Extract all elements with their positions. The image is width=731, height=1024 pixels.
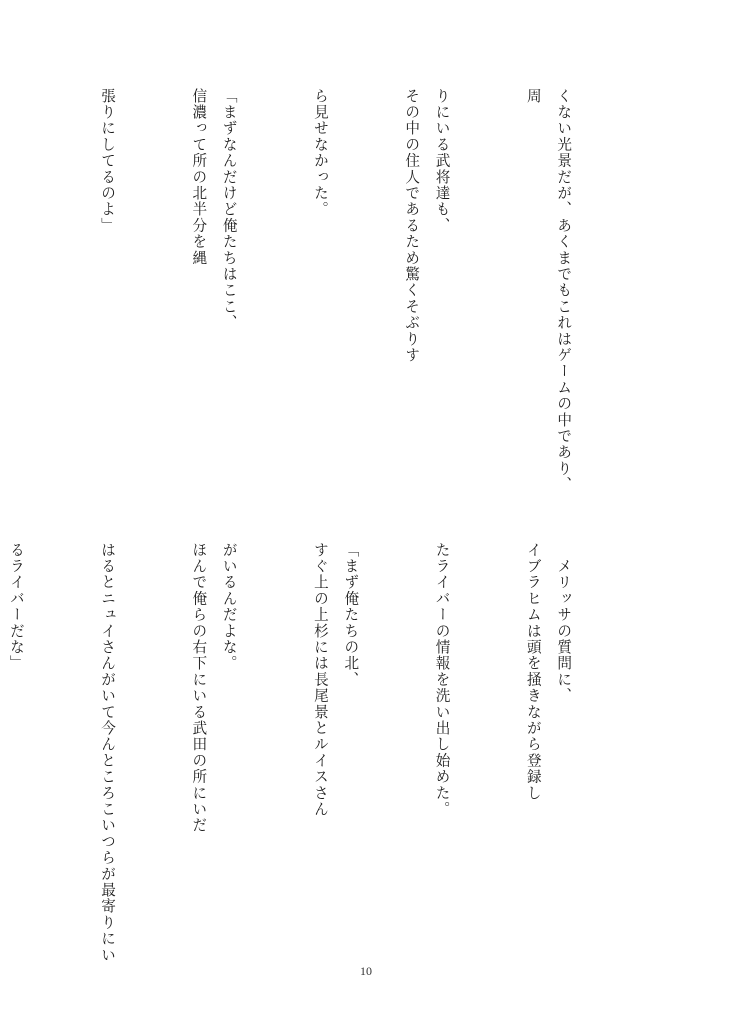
text-line: りにいる武将達も、その中の住人であるため驚くそぶりす	[403, 88, 451, 364]
text-line: がいるんだよな。ほんで俺らの右下にいる武田の所にいだ	[190, 542, 238, 834]
text-line: 「まずなんだけど俺たちはここ、信濃って所の北半分を縄	[190, 88, 238, 331]
text-line	[0, 88, 31, 496]
text-line: るライバーだな」	[7, 542, 25, 672]
lower-text-block	[7, 542, 639, 964]
text-line: ら見せなかった。	[311, 88, 329, 218]
page-number: 10	[360, 964, 372, 978]
text-line: はるとニュイさんがいて今んところこいつらが最寄りにい	[99, 542, 117, 964]
text-line: 張りにしてるのよ」	[99, 88, 117, 234]
text-line: 「まず俺たちの北、すぐ上の上杉には長尾景とルイスさん	[311, 542, 360, 818]
text-line: たライバーの情報を洗い出し始めた。	[433, 542, 451, 818]
text-line: メリッサの質問に、イブラヒムは頭を掻きながら登録し	[524, 542, 573, 802]
upper-text-block	[79, 88, 639, 496]
text-line: くない光景だが、あくまでもこれはゲームの中であり、周	[524, 88, 573, 493]
